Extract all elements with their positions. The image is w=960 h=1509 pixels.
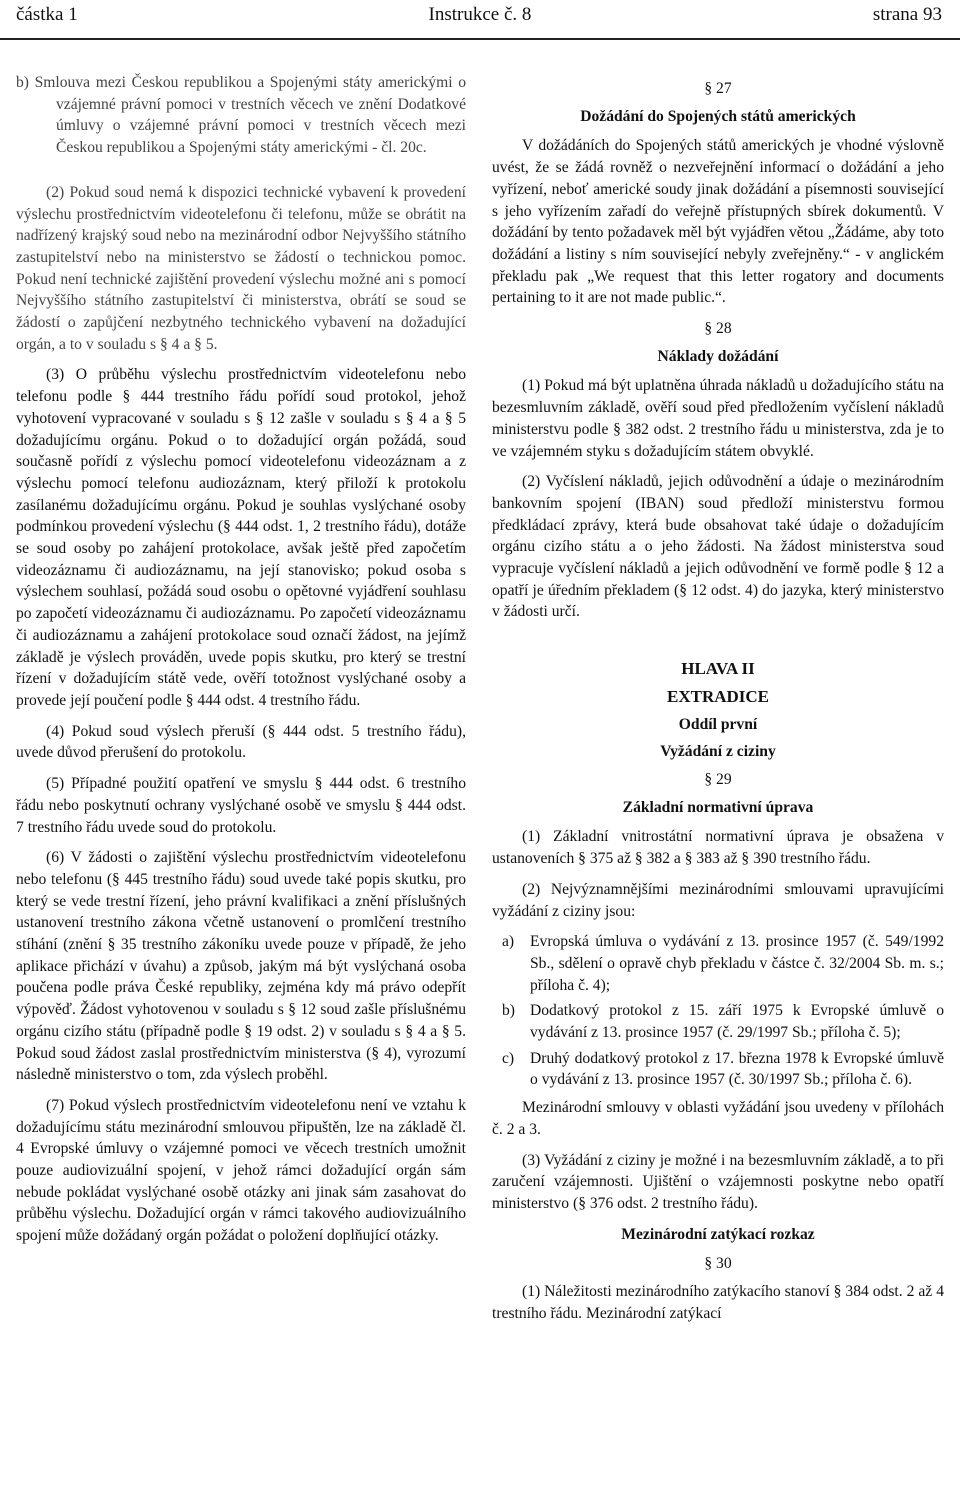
division-heading: Oddíl první — [678, 715, 758, 733]
section-29-title: Základní normativní úprava — [622, 798, 814, 816]
paragraph-6: (6) V žádosti o zajištění výslechu prostřednictvím videotelefonu nebo telefonu (§ 445 trestního řádu) soud uvede také popis skutku, pro který se vede trestní řízení, jeho právní kvalifikaci a znění příslušných ustanovení trestního zákona včetně ustanovení o promlčení trestního stíhání (znění § 35 trestního zákoníku uvede pouze v případě, že jeho aplikace přichází v úvahu) a způsob, jakým má být vyslýchaná osoba poučena podle práva České republiky, zejména kdy má právo odepřít výpověď. Žádost vyhotovenou v souladu s § 12 soud zašle příslušnému orgánu cizího státu (případně podle § 19 odst. 2) v souladu s § 4 a § 5. Pokud soud žádost zaslal prostřednictvím ministerstva (§ 4), vyrozumí následně ministerstvo o tom, zda výslech proběhl. — [16, 849, 466, 1084]
section-29-paragraph-3: (3) Vyžádání z ciziny je možné i na bezesmluvním základě, a to při zaručení vzájemnosti. Ujištění o vzájemnosti poskytne nebo opatří ministerstvo (§ 376 odst. 2 trestního řádu). — [492, 1151, 944, 1212]
section-27-text: V dožádáních do Spojených států amerických je vhodné výslovně uvést, že se žádá rovněž o nezveřejnění informací o dožádání a jeho vyřízení, neboť americké soudy jinak dožádání a písemnosti související s jeho vyřízením zařadí do veřejně přístupných sbírek dokumentů. V dožádání by tento požadavek měl být vyjádřen větou „Žádáme, aby toto dožádání a listiny s ním související nebyly zveřejněny.“ - v anglickém překladu pak „We request that this letter rogatory and documents pertaining to it are not made public.“. — [492, 137, 944, 307]
section-27-number: § 27 — [704, 80, 732, 97]
section-30-paragraph-1: (1) Náležitosti mezinárodního zatýkacího stanoví § 384 odst. 2 až 4 trestního řádu. Mezinárodní zatýkací — [492, 1283, 944, 1322]
section-29-paragraph-1: (1) Základní vnitrostátní normativní úprava je obsažena v ustanoveních § 375 až § 382 a § 383 až § 390 trestního řádu. — [492, 828, 944, 868]
section-28-paragraph-2: (2) Vyčíslení nákladů, jejich odůvodnění a údaje o mezinárodním bankovním spojení (IBAN) soud předloží ministerstvu formou předkládací zprávy, která bude obsahovat také údaje o dožadujícím orgánu cizího státu a o jeho žádosti. Na žádost ministerstva soud vypracuje vyčíslení nákladů a jejich odůvodnění ve formě podle § 12 a opatří je úředním překladem (§ 12 odst. 4) do jazyka, který ministerstvo v žádosti určí. — [492, 473, 944, 621]
chapter-heading: HLAVA II — [681, 659, 755, 679]
header-title: Instrukce č. 8 — [428, 4, 532, 25]
left-column — [16, 72, 466, 1256]
right-column — [492, 78, 944, 1333]
treaty-item-b: b) Smlouva mezi Českou republikou a Spojenými státy americkými o vzájemné právní pomoci v trestních věcech ve znění Dodatkové úmluvy o vzájemné právní pomoci v trestních věcech mezi Českou republikou a Spojenými státy americkými - čl. 20c. — [16, 74, 466, 157]
paragraph-7: (7) Pokud výslech prostřednictvím videotelefonu není ve vztahu k dožadujícímu státu mezinárodní smlouvou připuštěn, lze na základě čl. 4 Evropské úmluvy o vzájemné pomoci ve věcech trestních umožnit pouze audiovizuální spojení, v jehož rámci dožadující orgán sám nebude pokládat vyslýchané osobě otázky ani jinak sám zasahovat do průběhu výslechu. Dožadující orgán v rámci takového audiovizuálního spojení může dožádaný orgán požádat o položení doplňující otázky. — [16, 1096, 466, 1245]
paragraph-2: (2) Pokud soud nemá k dispozici technické vybavení k provedení výslechu prostřednictvím videotelefonu či telefonu, může se obrátit na nadřízený krajský soud nebo na mezinárodní odbor Nejvyššího státního zastupitelství nebo na ministerstvo se žádostí o technickou pomoc. Pokud není technické zajištění provedení výslechu možné ani s pomocí Nejvyššího státního zastupitelství či ministerstva, obrátí se soud se žádostí o zapůjčení nezbytného technického vybavení na dožadující orgán, a to v souladu s § 4 a § 5. — [16, 183, 466, 353]
section-28-title: Náklady dožádání — [657, 347, 779, 365]
chapter-title: EXTRADICE — [666, 686, 770, 706]
paragraph-4: (4) Pokud soud výslech přeruší (§ 444 odst. 5 trestního řádu), uvede důvod přerušení do protokolu. — [16, 722, 466, 762]
paragraph-5: (5) Případné použití opatření ve smyslu § 444 odst. 6 trestního řádu nebo poskytnutí ochrany vyslýchané osobě ve smyslu § 444 odst. 7 trestního řádu uvede soud do protokolu. — [16, 775, 466, 836]
section-28-number: § 28 — [704, 320, 732, 338]
division-title: Vyžádání z ciziny — [660, 743, 776, 761]
section-30-number: § 30 — [704, 1255, 732, 1273]
section-29-paragraph-2: (2) Nejvýznamnějšími mezinárodními smlouvami upravujícími vyžádání z ciziny jsou: — [492, 880, 944, 920]
list-item: a) Evropská úmluva o vydávání z 13. prosince 1957 (č. 549/1992 Sb., sdělení o opravě chyb překladu v částce č. 32/2004 Sb. m. s.; příloha č. 4); — [502, 933, 944, 994]
section-29-number: § 29 — [704, 770, 732, 788]
header-issue: částka 1 — [16, 4, 78, 25]
list-item: c) Druhý dodatkový protokol z 17. března 1978 k Evropské úmluvě o vydávání z 13. prosince 1957 (č. 30/1997 Sb.; příloha č. 6). — [502, 1049, 944, 1089]
arrest-warrant-heading: Mezinárodní zatýkací rozkaz — [621, 1225, 815, 1243]
section-27-title: Dožádání do Spojených států amerických — [580, 107, 856, 125]
header-page-number: strana 93 — [872, 4, 942, 25]
section-29-appendix-note: Mezinárodní smlouvy v oblasti vyžádání jsou uvedeny v přílohách č. 2 a 3. — [492, 1099, 944, 1138]
treaty-list — [492, 931, 944, 1091]
section-28-paragraph-1: (1) Pokud má být uplatněna úhrada nákladů u dožadujícího státu na bezesmluvním základě, ověří soud před předložením vyčíslení nákladů ministerstvu podle § 382 odst. 2 trestního řádu u ministerstva, zda je to ve vzájemném styku s dožadujícím státem obvyklé. — [492, 377, 944, 460]
paragraph-3: (3) O průběhu výslechu prostřednictvím videotelefonu nebo telefonu podle § 444 trestního řádu pořídí soud protokol, jehož vyhotovení vypracované v souladu s § 12 zašle v souladu s § 4 a § 5 dožadujícímu orgánu. Pokud o to dožadující orgán požádá, soud současně pořídí z výslechu pomocí videotelefonu videozáznam a z výslechu pomocí telefonu audiozáznam, který přiloží k protokolu zasílanému dožadujícímu orgánu. Pokud je souhlas vyslýchané osoby podmínkou provedení výslechu (§ 444 odst. 1, 2 trestního řádu), dotáže se soud osoby po zahájení protokolace, avšak ještě před započetím videozáznamu či audiozáznamu, na její stanovisko; pokud osoba s výslechem souhlasí, požádá soud osobu o opětovné vyjádření souhlasu po započetí videozáznamu či audiozáznamu. Po započetí videozáznamu či audiozáznamu a zahájení protokolace soud označí žádost, na jejímž základě je výslech prováděn, uvede popis skutku, pro který se trestní řízení v dožadujícím státě vede, ověří totožnost vyslýchané osoby a provede její poučení podle § 444 odst. 4 trestního řádu. — [16, 366, 466, 709]
header-rule — [0, 38, 960, 40]
list-item: b) Dodatkový protokol z 15. září 1975 k Evropské úmluvě o vydávání z 13. prosince 1957 (č. 29/1997 Sb.; příloha č. 5); — [502, 1002, 944, 1042]
page-header — [0, 0, 960, 40]
